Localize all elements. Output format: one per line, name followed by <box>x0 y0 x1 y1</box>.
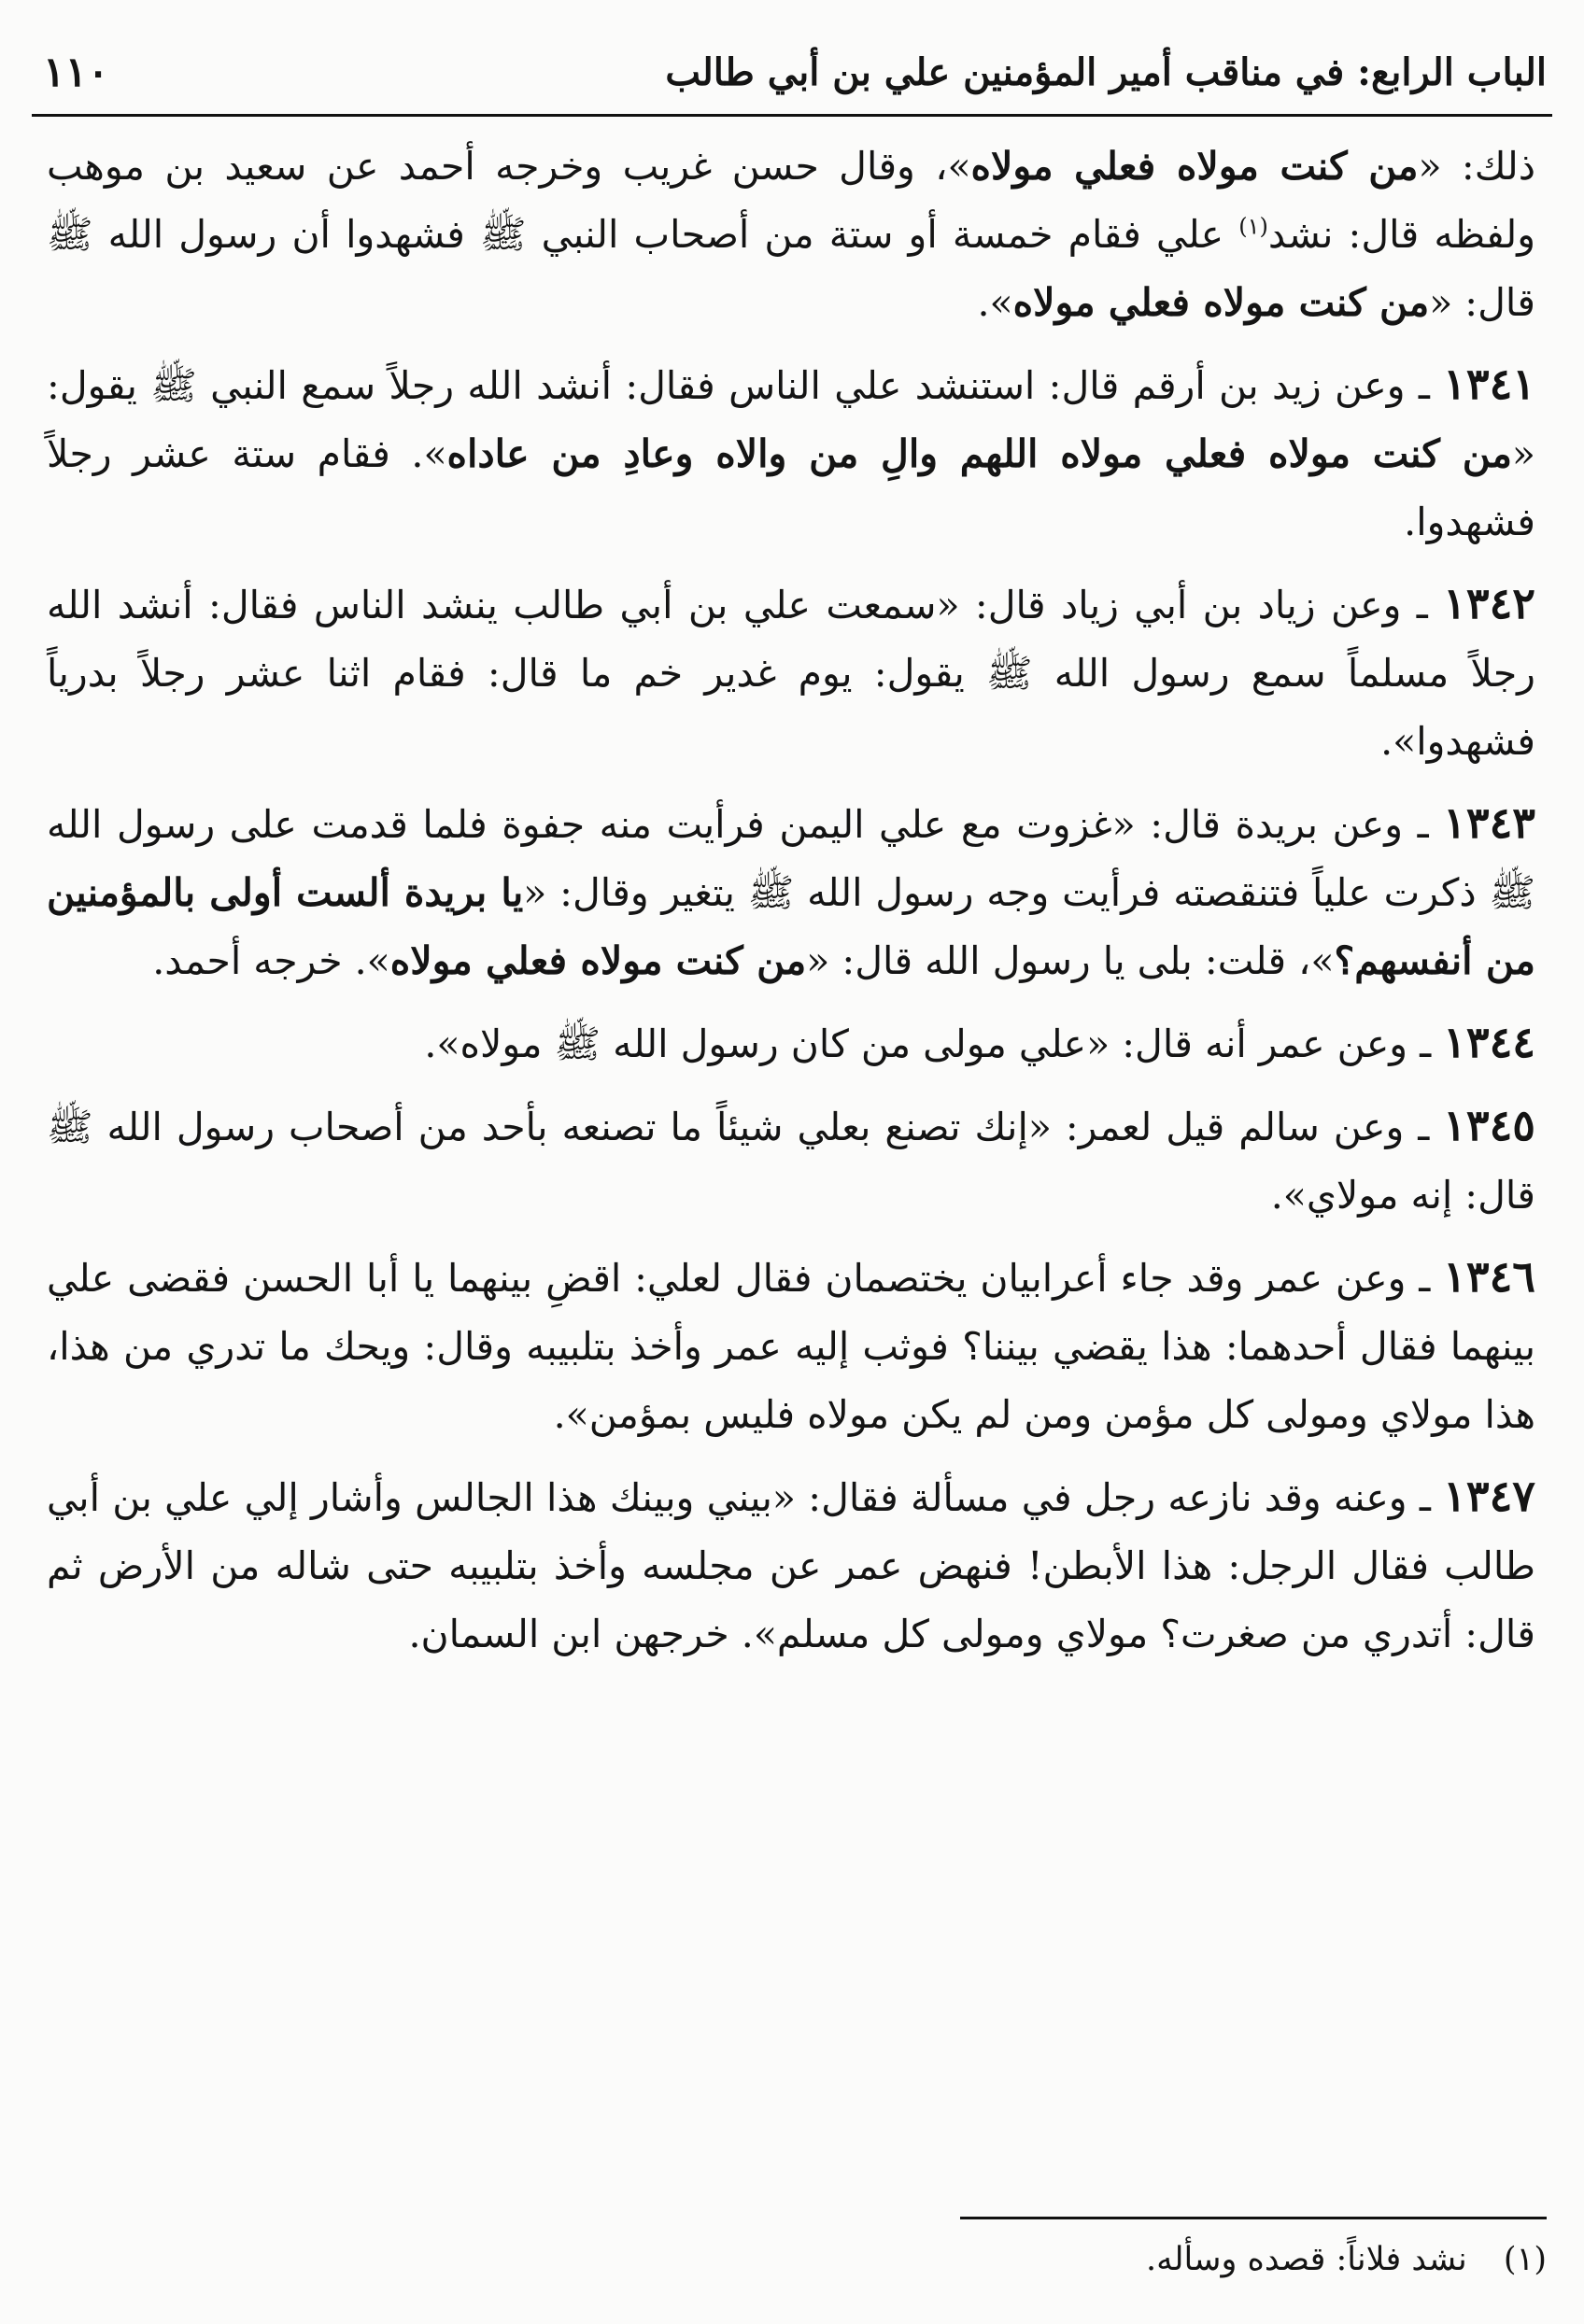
text-run: ». فقام ستة عشر رجلاً فشهدوا. <box>47 431 1535 544</box>
text-run: ـ وعن زياد بن أبي زياد قال: «سمعت علي بن أبي طالب ينشد الناس فقال: أنشد الله رجلاً مسلماً سمع رسول الله ﷺ يقول: يوم غدير خم ما قال: فقام اثنا عشر رجلاً بدرياً فشهدوا». <box>47 583 1535 764</box>
hadith-number: ١٣٤٢ <box>1443 578 1535 628</box>
running-header <box>37 39 1547 105</box>
paragraph <box>47 1092 1535 1230</box>
paragraph <box>47 570 1535 776</box>
hadith-number: ١٣٤٥ <box>1443 1100 1535 1150</box>
chapter-title: الباب الرابع: في مناقب أمير المؤمنين علي بن أبي طالب <box>665 49 1547 94</box>
hadith-number: ١٣٤٦ <box>1443 1251 1535 1302</box>
paragraph <box>47 1008 1535 1078</box>
hadith-number: ١٣٤٧ <box>1443 1471 1535 1521</box>
text-run: ذلك: « <box>1418 144 1536 189</box>
text-run: ـ وعن زيد بن أرقم قال: استنشد علي الناس فقال: أنشد الله رجلاً سمع النبي ﷺ يقول: « <box>47 363 1535 476</box>
text-run: ـ وعن عمر أنه قال: «علي مولى من كان رسول الله ﷺ مولاه». <box>424 1021 1444 1066</box>
footnote-ref: (١) <box>1238 213 1268 240</box>
footnote <box>374 2233 1547 2286</box>
paragraph <box>47 1243 1535 1449</box>
footnote-text: نشد فلاناً: قصده وسأله. <box>1145 2241 1467 2278</box>
hadith-number: ١٣٤٣ <box>1443 797 1535 848</box>
text-run: »، وقال حسن غريب وخرجه أحمد عن سعيد بن موهب ولفظه قال: نشد <box>47 144 1535 257</box>
quoted-text: من كنت مولاه فعلي مولاه <box>970 144 1419 189</box>
text-run: ـ وعن بريدة قال: «غزوت مع علي اليمن فرأيت منه جفوة فلما قدمت على رسول الله ﷺ ذكرت علياً فتنقصته فرأيت وجه رسول الله ﷺ يتغير وقال: « <box>47 802 1535 915</box>
footnote-marker: (١) <box>1503 2241 1547 2278</box>
text-run: ». خرجه أحمد. <box>152 938 390 983</box>
quoted-text: من كنت مولاه فعلي مولاه اللهم والِ من والاه وعادِ من عاداه <box>446 431 1512 476</box>
text-run: ـ وعنه وقد نازعه رجل في مسألة فقال: «بيني وبينك هذا الجالس وأشار إلي علي بن أبي طالب فقال الرجل: هذا الأبطن! فنهض عمر عن مجلسه وأخذ بتلبيبه حتى شاله من الأرض ثم قال: أتدري من صغرت؟ مولاي ومولى كل مسلم». خرجهن ابن السمان. <box>47 1475 1535 1656</box>
text-run: »، قلت: بلى يا رسول الله قال: « <box>806 938 1335 983</box>
paragraph <box>47 133 1535 337</box>
quoted-text: من كنت مولاه فعلي مولاه <box>1012 280 1430 325</box>
text-run: ـ وعن عمر وقد جاء أعرابيان يختصمان فقال لعلي: اقضِ بينهما يا أبا الحسن فقضى علي بينهما فقال أحدهما: هذا يقضي بيننا؟ فوثب إليه عمر وأخذ بتلبيبه وقال: ويحك ما تدري من هذا، هذا مولاي ومولى كل مؤمن ومن لم يكن مولاه فليس بمؤمن». <box>47 1256 1535 1437</box>
text-run: ـ وعن سالم قيل لعمر: «إنك تصنع بعلي شيئاً ما تصنعه بأحد من أصحاب رسول الله ﷺ قال: إنه مولاي». <box>47 1105 1535 1218</box>
main-text <box>47 133 1535 1682</box>
paragraph <box>47 789 1535 995</box>
paragraph <box>47 350 1535 556</box>
paragraph <box>47 1462 1535 1669</box>
hadith-number: ١٣٤٤ <box>1443 1017 1535 1067</box>
quoted-text: من كنت مولاه فعلي مولاه <box>389 938 807 983</box>
header-divider <box>32 114 1552 117</box>
hadith-number: ١٣٤١ <box>1443 359 1535 409</box>
text-run: ». <box>977 280 1013 325</box>
footnote-divider <box>960 2217 1547 2219</box>
page-number: ١١٠ <box>43 48 109 96</box>
quoted-text: يا بريدة ألست أولى بالمؤمنين من أنفسهم؟ <box>47 870 1535 983</box>
text-run: علي فقام خمسة أو ستة من أصحاب النبي ﷺ فشهدوا أن رسول الله ﷺ قال: « <box>47 212 1535 325</box>
